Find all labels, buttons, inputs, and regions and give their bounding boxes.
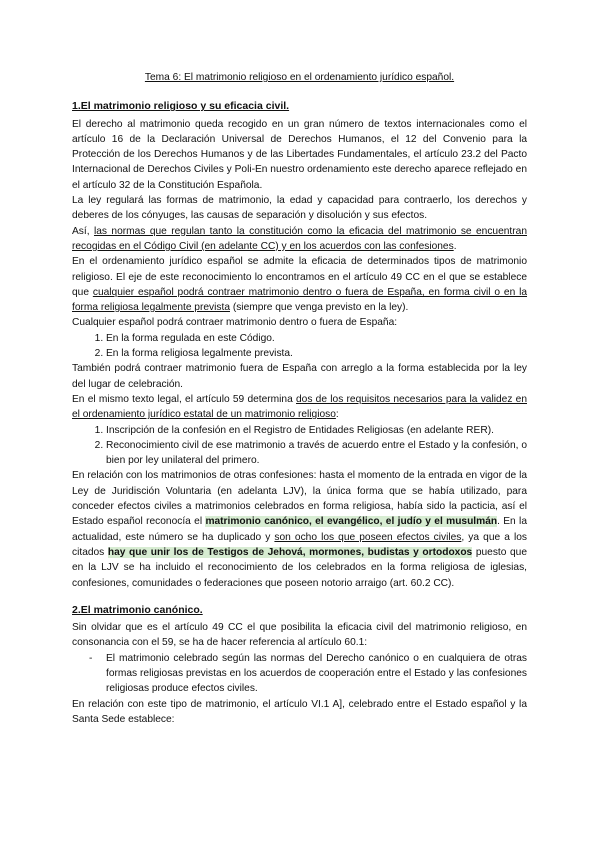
list-item: 2. En la forma religiosa legalmente prevista. <box>106 346 527 361</box>
numbered-list <box>72 423 527 469</box>
underlined-text: son ocho los que poseen efectos civiles <box>274 531 462 543</box>
list-item: - El matrimonio celebrado según las normas del Derecho canónico o en cualquiera de otras formas religiosas previstas en los acuerdos de cooperación entre el Estado y las confesiones religiosas produce efectos civiles. <box>106 651 527 697</box>
text-run: . En la actualidad, este número se ha duplicado y <box>72 516 527 543</box>
paragraph <box>72 468 527 590</box>
text-run: . <box>453 240 457 252</box>
paragraph <box>72 254 527 315</box>
underlined-text: cualquier español podrá contraer matrimonio dentro o fuera de España, en forma civil o en la forma religiosa legalmente prevista <box>72 286 528 314</box>
page-title: Tema 6: El matrimonio religioso en el ordenamiento jurídico español. <box>144 72 455 83</box>
text-run: puesto que en la LJV se ha incluido el reconocimiento de los celebrados en la forma religiosa de iglesias, confesiones, comunidades o federaciones que poseen notorio arraigo (art. 60.2 CC). <box>72 546 528 589</box>
numbered-list <box>72 331 527 362</box>
text-run: En el ordenamiento jurídico español se admite la eficacia de determinados tipos de matrimonio religioso. El eje de este reconocimiento lo encontramos en el artículo 49 CC en el que se establece que <box>72 256 527 298</box>
text-run: En el mismo texto legal, el artículo 59 determina <box>72 393 297 405</box>
paragraph: Cualquier español podrá contraer matrimonio dentro o fuera de España: <box>72 317 398 329</box>
list-item: 1. Inscripción de la confesión en el Registro de Entidades Religiosas (en adelante RER). <box>106 423 527 438</box>
text-run: : <box>335 409 339 421</box>
paragraph: En relación con este tipo de matrimonio, el artículo VI.1 A], celebrado entre el Estado español y la Santa Sede establece: <box>72 698 527 725</box>
underlined-text: dos de los requisitos necesarios para la validez en el ordenamiento jurídico estatal de un matrimonio religioso <box>72 393 527 421</box>
highlighted-text: matrimonio canónico, el evangélico, el judío y el musulmán <box>205 516 498 528</box>
paragraph: Sin olvidar que es el artículo 49 CC el que posibilita la eficacia civil del matrimonio religioso, en consonancia con el 59, se ha de hacer referencia al artículo 60.1: <box>72 622 527 649</box>
underlined-text: las normas que regulan tanto la constitución como la eficacia del matrimonio se encuentran recogidas en el Código Civil (en adelante CC) y en los acuerdos con las confesiones <box>72 225 527 252</box>
text-run: Así, <box>72 225 94 237</box>
highlighted-text: hay que unir los de Testigos de Jehová, mormones, budistas y ortodoxos <box>107 546 473 558</box>
paragraph <box>72 392 527 423</box>
text-run: (siempre que venga previsto en la ley). <box>229 302 409 314</box>
paragraph <box>72 224 527 255</box>
paragraph: También podrá contraer matrimonio fuera de España con arreglo a la forma establecida por la ley del lugar de celebración. <box>72 363 527 390</box>
list-item: 1. En la forma regulada en este Código. <box>106 331 527 346</box>
paragraph: El derecho al matrimonio queda recogido en un gran número de textos internacionales como el artículo 16 de la Declaración Universal de Derechos Humanos, el 12 del Convenio para la Protección de los Derechos Humanos y de las Libertades Fundamentales, el artículo 23.2 del Pacto Internacional de Derechos Civiles y Poli-En nuestro ordenamiento este derecho aparece reflejado en el artículo 32 de la Constitución Española. <box>72 118 527 191</box>
document-page <box>72 70 527 727</box>
section-2-heading: 2.El matrimonio canónico. <box>72 603 203 616</box>
paragraph: La ley regulará las formas de matrimonio, la edad y capacidad para contraerlo, los derechos y deberes de los cónyuges, las causas de separación y disolución y sus efectos. <box>72 195 527 222</box>
text-run: , ya que a los citados <box>72 531 527 558</box>
list-item: 2. Reconocimiento civil de ese matrimonio a través de acuerdo entre el Estado y la confesión, o bien por ley unilateral del primero. <box>106 438 527 469</box>
section-1-heading: 1.El matrimonio religioso y su eficacia civil. <box>72 100 290 113</box>
dash-list <box>72 651 527 697</box>
text-run: En relación con los matrimonios de otras confesiones: hasta el momento de la entrada en vigor de la Ley de Juridisción Voluntaria (en adelanta LJV), la única forma que se había utilizado, para conceder efectos civiles a matrimonios celebrados en forma religiosa, había sido la pacticia, así el Estado español reconocía el <box>72 470 527 528</box>
